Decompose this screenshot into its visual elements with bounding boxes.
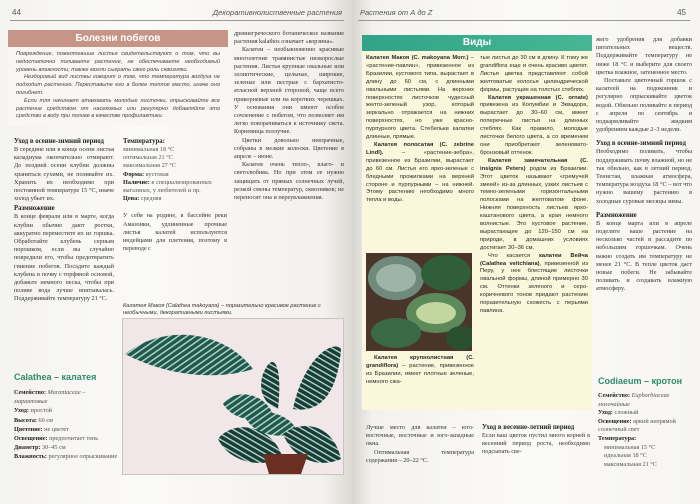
spring-heading: Уход в весенне-летний период [482, 424, 575, 431]
temp-min: минимальная 15 °С [604, 443, 656, 451]
fact-care: Уход: простой [14, 407, 52, 415]
right-page [352, 0, 700, 504]
page-number: 45 [677, 8, 686, 17]
fact-height: Высота: 60 см [14, 416, 53, 424]
fact-diameter: Диаметр: 30–45 см [14, 444, 66, 452]
species-name-makoyana: Калатея Макоя (C. makoyana Morr.) [366, 55, 469, 61]
temp-opt: оптимальная 21 °С [123, 154, 173, 162]
best-place-text: Лучше место для калатеи – юго-восточные, восточные и юго-западные окна. [366, 424, 474, 448]
species-col-2: тые листья до 30 см в длину. К тому же grandiflora еще и очень красиво цветет. Листья цветка представляют собой желтоватые колосья цилиндрической формы, растущие на толстых стеблях. Калатея украшенная (C. ornate) привезена из Колумбии и Эквадора, вырастает до 30–60 см, имеет поперечные листья на длинных стеблях. Как правило, молодые листочки белого цвета, а со временем они приобретают зеленовато-бронзовый оттенок. Калатея замечательная (C. insignis Peters) родом из Бразилии. Этот цветок называют «гремучей змеей» из-за длинных, узких листьев с темно-зелеными горизонтальными полосками на желтоватом фоне. Нижняя поверхность листьев ярко-каштанового цвета, а края немного волнистые. Это кустовое растение, вырастающее до 120–150 см на природе, в домашних условиях достигает 30–36 см. Что касается калатеи Вейча (Calathea veitchiana), привезенной из Перу, у нее блестящие листочки овальной формы, длиной примерно 30 см. Оттенки зеленого и серо-коричневого тонов придают растению поразительную схожесть с перьями павлина. [480, 55, 588, 314]
photo-caption: Калатея Макоя (Calathea makoyana) – поразительно красивое растение с необычными, декоративными листьями. [123, 303, 321, 316]
fact-family: Семейство: Marantaceae – марантовые [14, 389, 86, 406]
species-name-ornata: Калатея украшенная (C. ornate) [488, 94, 588, 101]
diseases-title: Болезни побегов [8, 30, 228, 47]
optimal-temp-text: Оптимальная температура содержания – 20–22 °С. [366, 448, 474, 464]
diseases-paragraph: Нездоровый вид листвы говорит о том, что температура воздуха не подходит растению. Переставьте его в более теплое место, иначе оно погибнет. [16, 74, 220, 96]
temperature-label: Температура: [123, 138, 165, 145]
fact-family: Семейство: Euphorbiaceae молочайные [598, 392, 670, 408]
left-col-1 [14, 136, 114, 304]
species-name-insignis: Калатея замечательная (C. insignis Peters) [480, 157, 588, 172]
grandiflora-caption: Калатея крупнолистная (C. grandiflora) – растение, привезенное из Бразилии, имеет плотные зеленые, немного сжа- [366, 355, 474, 385]
temp-max: максимальная 21 °С [604, 460, 657, 468]
fact-light: Освещение: яркий непрямой солнечный свет [598, 417, 676, 434]
grandiflora-photo [366, 253, 472, 351]
diseases-paragraph: Повреждение, пожелтевшие листья свидетельствуют о том, что вы недостаточно поливаете растение, не обеспечиваете необходимый уровень влажности; также могли сыграть свою роль сквозняки. [16, 51, 220, 73]
watering-text: Поставьте цветочный горшок с калатеей на подоконник и регулярно опрыскивайте цветок водой. Обильно поливайте в период с апреля по сентябрь и подкармливайте жидким удобрением каждые 2–3 недели. [596, 77, 692, 134]
right-col-1-bottom [366, 424, 474, 465]
spring-text: Если ваш цветок пустил много корней в весенний период роста, необходимо подсыпать све- [482, 432, 590, 456]
availability-row: Наличие: в специализированных магазинах, у любителей и пр. [123, 178, 212, 195]
propagation-heading: Размножение [596, 211, 637, 219]
intro-text: У себя на родине, в бассейне реки Амазонки, удлиненные прочные листья калатей используются индейцами для плетения, поэтому в переводе с [123, 212, 227, 253]
running-title: Декоративнолиственные растения [212, 8, 342, 17]
form-row: Форма: кустовая [123, 170, 169, 178]
header-rule [10, 20, 344, 21]
fact-temperature-label: Температура: [598, 434, 637, 442]
codiaeum-facts [598, 392, 694, 469]
species-col-1: Калатея Макоя (C. makoyana Morr.) – «растение-павлин», привезенное из Бразилии, кустового типа, вырастает в длину до 60 см, с длинными овальными листьями. На верхних поверхностях листочков чудесный желто-зеленый узор, который зеркально отражается на нижних поверхностях, но уже красно-пурпурного цвета. Стебельки калатеи длинные, прямые. Калатея полосатая (C. zebrine Lindl). – «растение-зебра», привезенное из Бразилии, вырастает до 60 см. Листья его ярко-зеленые с бледными прожилками на верхней стороне и пурпурными – на нижней. Этому растению необходимо много тепла и воды. [366, 55, 474, 204]
autumn-heading: Уход в осенне-зимний период [596, 140, 686, 148]
fact-flowering: Цветение: не цветет [14, 425, 69, 433]
diseases-box [8, 30, 228, 126]
calathea-facts [14, 388, 118, 462]
calathea-photo [122, 318, 344, 475]
fact-care: Уход: сложный [598, 409, 639, 417]
species-title: Виды [362, 35, 592, 51]
fertilizer-text: жего удобрения для добавки питательных веществ. Поддерживайте температуру не ниже 18 °С и выберите для своего цветка влажное, затененное место. [596, 36, 692, 76]
right-col-2-bottom [482, 422, 590, 457]
diseases-paragraph: Если тля начинает атаковать молодые листочки, опрыскивайте все растение средством от насекомых или регулярно добавляйте это средство в воду при поливе в качестве профилактики. [16, 97, 220, 120]
species-name-veitchiana: калатеи Вейча (Calathea veitchiana) [480, 252, 588, 267]
species-name-zebrina: Калатея полосатая (C. zebrine Lindl). [366, 141, 474, 156]
temp-max: максимальная 27 °С [123, 162, 176, 170]
price-row: Цена: средняя [123, 195, 162, 203]
plant-title-codiaeum: Codiaeum – кротон [598, 376, 683, 386]
propagation-text: В конце февраля или в марте, когда клубни обычно дают ростки, аккуратно переместите их из горшка. Обработайте клубень серным порошком, если вы случайно повредили его, чтобы предотвратить гниение побегов. Посадите каждый клубень в почву с торфяной основой, добавьте немного песка, чтобы при поливе вода лучше впитывалась. Поддерживайте температуру 21 °С. [14, 213, 114, 303]
col3-paragraph: Цветки довольно невзрачные, собраны в мелкие колоски. Цветение в апреле – июне. [234, 136, 344, 161]
autumn-heading: Уход в осенне-зимний период [14, 138, 104, 145]
left-col-2 [123, 136, 227, 253]
temp-ideal: идеальная 18 °С [604, 452, 647, 460]
right-col-3 [596, 36, 692, 294]
page-number: 44 [12, 8, 21, 17]
temp-min: минимальная 18 °С [123, 146, 175, 153]
col3-paragraph: Калатеи – необыкновенно красивые многолетние травянистые низкорослые растения. Листья крупные овальные или эллиптические, цельные, широкие, зеленые или пестрые с бархатисто-атласной верхней стороной, чаще всего прикорневые или на коротких черешках. У основания они имеют особое сочленение с побегом, что позволяет им легко поворачиваться к источнику света. Корневища ползучие. [234, 46, 344, 136]
species-box [362, 35, 592, 410]
fact-light: Освещение: предпочитает тень [14, 435, 99, 443]
autumn-text: В середине или в конце осени листья каладиума окончательно отмирают. До поздней осени клубни должны храниться сухими, не поливайте их. Хранить их необходимо при постоянной температуре 15 °С, иначе холод убьет их. [14, 146, 114, 203]
fact-humidity: Влажность: регулярное опрыскивание [14, 453, 118, 461]
col3-paragraph: древнегреческого ботаническое название растения kalathos означает «корзина». [234, 30, 344, 46]
autumn-text: Необходимо поливать, чтобы поддерживать почву влажной, но не так обильно, как в летний период. Тенистая, влажная атмосфера, температура воздуха 18 °С – вот что нужно вашему растению в холодные суровые месяцы зимы. [596, 148, 692, 205]
left-col-3 [234, 30, 344, 202]
propagation-text: В конце марта или в апреле поделите ваше растение на несколько частей и рассадите по небольшим горшочкам. Очень важно создать им температуру не менее 21 °С. В тепле цветок даст новые побеги. Не забывайте поливать и создавать влажную атмосферу. [596, 219, 692, 293]
running-title: Растения от А до Z [360, 8, 433, 17]
header-rule [358, 20, 690, 21]
col3-paragraph: Калатея очень тепло-, влаго- и светолюбива. Но при этом ее нужно защищать от прямых солнечных лучей, резкой смены температур, сквозняков; не переносит она и переувлажнения. [234, 161, 344, 202]
propagation-heading: Размножение [14, 205, 55, 213]
plant-title-calathea: Calathea – калатея [14, 372, 97, 382]
plant-illustration [123, 319, 343, 474]
grandiflora-continued: тые листья до 30 см в длину. К тому же grandiflora еще и очень красиво цветет. Листья цветка представляют собой желтоватые колосья цилиндрической формы, растущие на толстых стеблях. [480, 55, 588, 93]
